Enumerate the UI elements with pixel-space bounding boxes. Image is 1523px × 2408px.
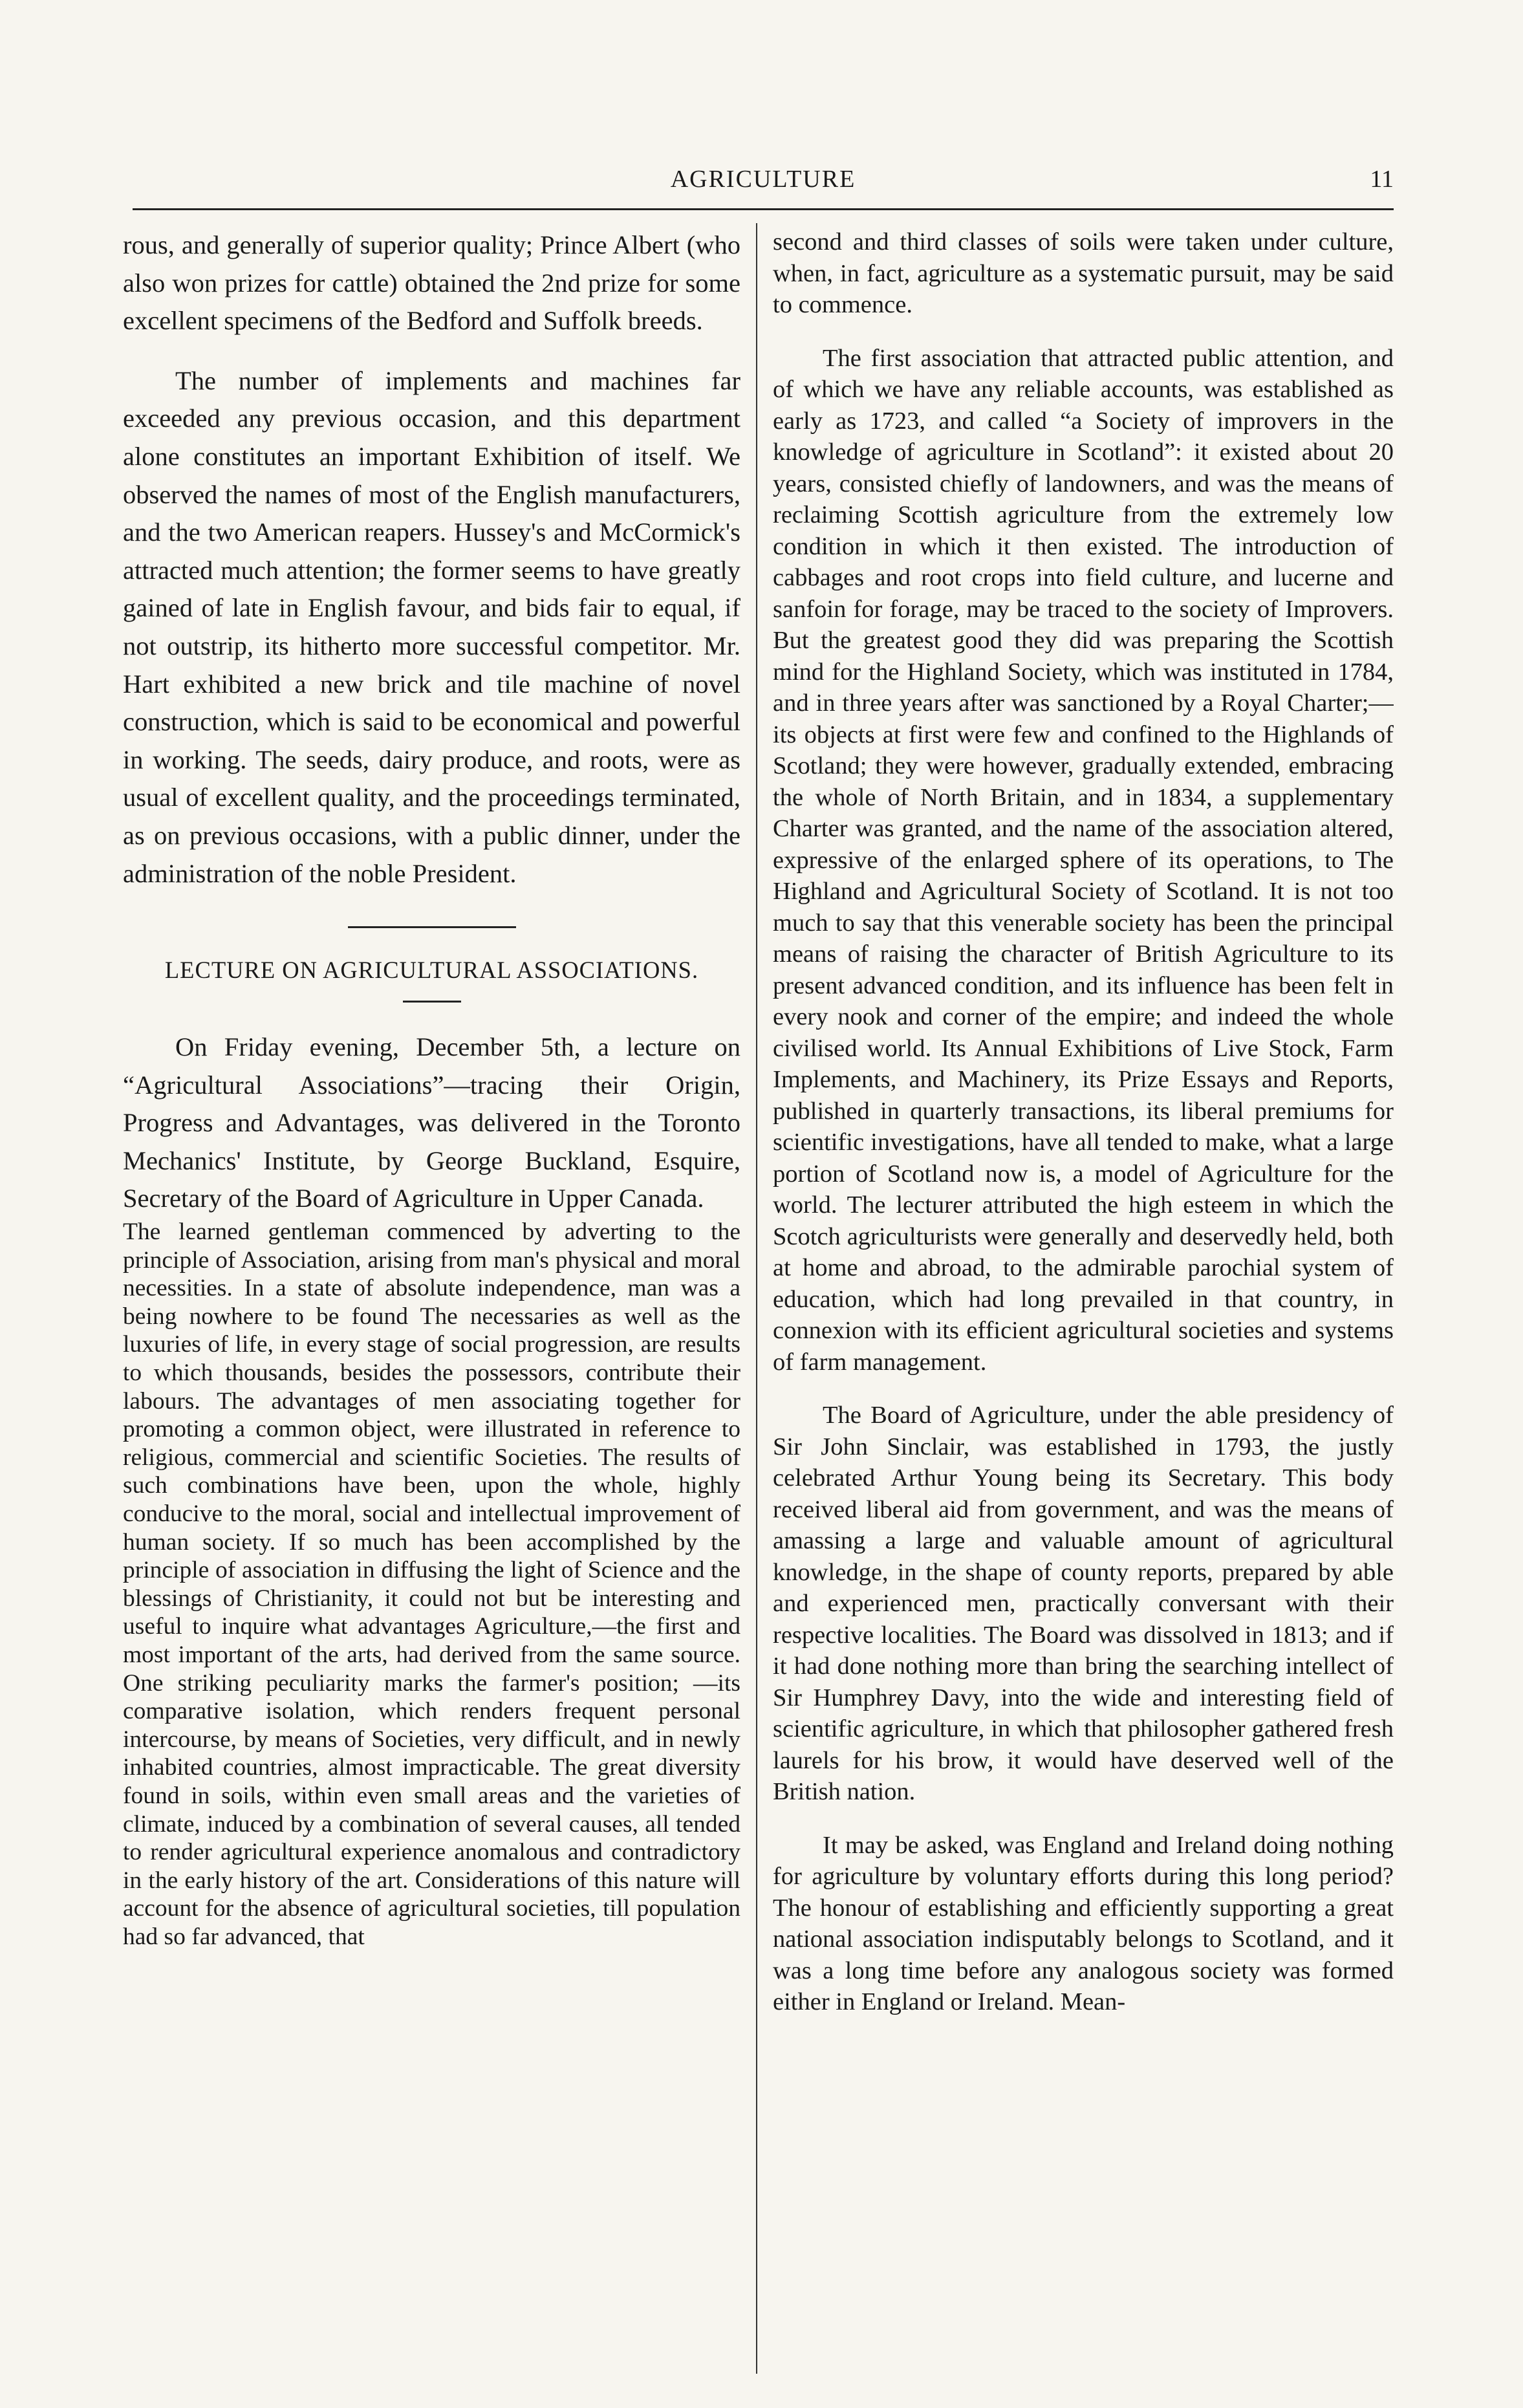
left-paragraph-2: The number of implements and machines far exceeded any previous occasion, and this department alone constitutes an important Exhibition of itself. We observed the names of most of the English manufacturers, and the two American reapers. Hussey's and McCormick's attracted much attention; the former seems to have greatly gained of late in English favour, and bids fair to equal, if not outstrip, its hitherto more successful competitor. Mr. Hart exhibited a new brick and tile machine of novel construction, which is said to be economical and powerful in working. The seeds, dairy produce, and roots, were as usual of excellent quality, and the proceedings terminated, as on previous occasions, with a public dinner, under the administration of the noble President.	[123, 365, 740, 888]
left-paragraph-3-continued: The learned gentleman commenced by adverting to the principle of Association, arising from man's physical and moral necessities. In a state of absolute independence, man was a being nowhere to be found The necessaries as well as the luxuries of life, in every stage of social progression, are results to which thousands, besides the possessors, contribute their labours. The advantages of men associating together for promoting a common object, were illustrated in reference to religious, commercial and scientific Societies. The results of such combinations have been, upon the whole, highly conducive to the moral, social and intellectual improvement of human society. If so much has been accomplished by the principle of association in diffusing the light of Science and the blessings of Christianity, it could not but be interesting and useful to inquire what advantages Agriculture,—the first and most important of the arts, had derived from the same source. One striking peculiarity marks the farmer's position; —its comparative isolation, which renders frequent personal intercourse, by means of Societies, very difficult, and in newly inhabited countries, almost impracticable. The great diversity found in soils, within even small areas and the varieties of climate, induced by a combination of several causes, all tended to render agricultural experience anomalous and contradictory in the early history of the art. Considerations of this nature will account for the absence of agricultural societies, till population had so far advanced, that	[123, 1219, 740, 1950]
left-paragraph-3: On Friday evening, December 5th, a lecture on “Agricultural Associations”—tracing their Origin, Progress and Advantages, was delivered in the Toronto Mechanics' Institute, by George Buckland, Esquire, Secretary of the Board of Agriculture in Upper Canada.	[123, 1032, 740, 1213]
right-paragraph-4: It may be asked, was England and Ireland doing nothing for agriculture by voluntary efforts during this long period? The honour of establishing and efficiently supporting a great national association indisputably belongs to Scotland, and it was a long time before any analogous society was formed either in England or Ireland. Mean-	[773, 1831, 1394, 2015]
column-divider	[756, 223, 757, 2374]
right-column	[773, 226, 1394, 2374]
section-divider	[348, 926, 516, 928]
right-paragraph-3: The Board of Agriculture, under the able presidency of Sir John Sinclair, was established in 1793, the justly celebrated Arthur Young being its Secretary. This body received liberal aid from government, and was the means of amassing a large and valuable amount of agricultural knowledge, in the shape of county reports, prepared by able and experienced men, practically conversant with their respective localities. The Board was dissolved in 1813; and if it had done nothing more than bring the searching intellect of Sir Humphrey Davy, into the wide and interesting field of scientific agriculture, in which that philosopher gathered fresh laurels for his brow, it would have deserved well of the British nation.	[773, 1402, 1394, 1805]
left-column	[123, 226, 740, 2374]
heading-divider	[403, 1001, 461, 1003]
right-paragraph-1: second and third classes of soils were taken under culture, when, in fact, agriculture as a systematic pursuit, may be said to commence.	[773, 228, 1394, 318]
page-number: 11	[1370, 166, 1394, 193]
left-paragraph-1: rous, and generally of superior quality; Prince Albert (who also won prizes for cattle) obtained the 2nd prize for some excellent specimens of the Bedford and Suffolk breeds.	[123, 230, 740, 336]
right-paragraph-2: The first association that attracted public attention, and of which we have any reliable accounts, was established as early as 1723, and called “a Society of improvers in the knowledge of agriculture in Scotland”: it existed about 20 years, consisted chiefly of landowners, and was the means of reclaiming Scottish agriculture from the extremely low condition in which it then existed. The introduction of cabbages and root crops into field culture, and lucerne and sanfoin for forage, may be traced to the society of Improvers. But the greatest good they did was preparing the Scottish mind for the Highland Society, which was instituted in 1784, and in three years after was sanctioned by a Royal Charter;—its objects at first were few and confined to the Highlands of Scotland; they were however, gradually extended, embracing the whole of North Britain, and in 1834, a supplementary Charter was granted, and the name of the association altered, expressive of the enlarged sphere of its operations, to The Highland and Agricultural Society of Scotland. It is not too much to say that this venerable society has been the principal means of raising the character of British Agriculture to its present advanced condition, and its influence has been felt in every nook and corner of the empire; and indeed the whole civilised world. Its Annual Exhibitions of Live Stock, Farm Implements, and Machinery, its Prize Essays and Reports, published in quarterly transactions, its liberal premiums for scientific investigations, have all tended to make, what a large portion of Scotland now is, a model of Agriculture for the world. The lecturer attributed the high esteem in which the Scotch agriculturists were generally and deservedly held, both at home and abroad, to the admirable parochial system of education, which had long prevailed in that country, in connexion with its efficient agricultural societies and systems of farm management.	[773, 344, 1394, 1376]
header-rule	[133, 208, 1394, 210]
section-heading: LECTURE ON AGRICULTURAL ASSOCIATIONS.	[164, 957, 699, 984]
running-title: AGRICULTURE	[670, 166, 856, 193]
running-header	[133, 165, 1394, 204]
